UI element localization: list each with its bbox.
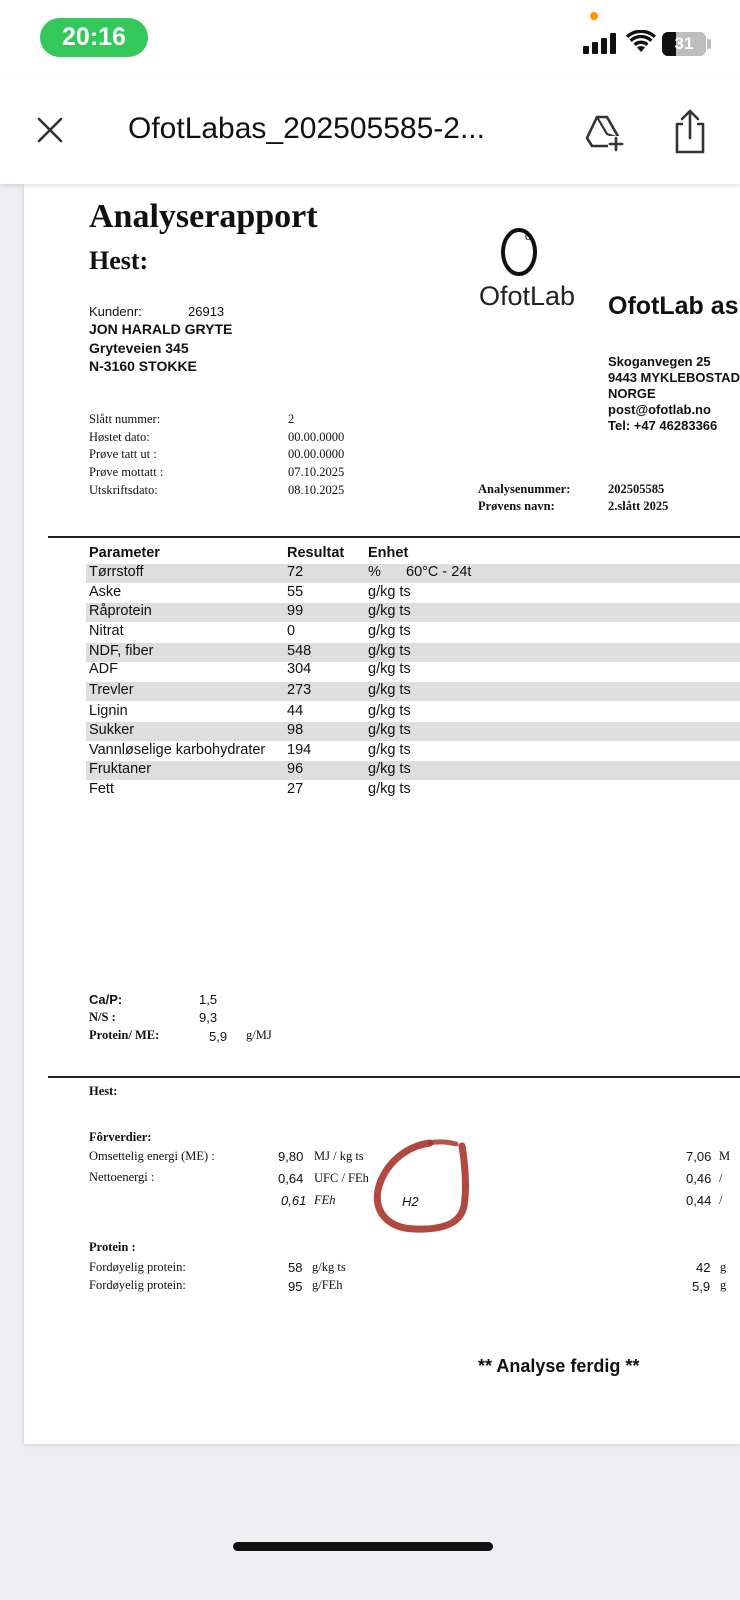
row-parameter: Aske	[89, 584, 122, 600]
row-parameter: Lignin	[89, 703, 128, 719]
protein-right-value: 5,9	[692, 1279, 711, 1294]
protein-unit: g/FEh	[312, 1278, 343, 1292]
lab-country: NORGE	[608, 386, 656, 401]
close-icon[interactable]	[30, 110, 70, 150]
protein-heading: Protein :	[89, 1240, 136, 1254]
report-title: Analyserapport	[89, 198, 318, 235]
row-result: 194	[287, 742, 312, 758]
row-unit: g/kg ts	[368, 722, 411, 738]
battery-tip	[707, 39, 711, 49]
row-unit: g/kg ts	[368, 623, 411, 639]
row-result: 44	[287, 703, 304, 719]
row-result: 98	[287, 722, 304, 738]
row-shade	[86, 682, 740, 701]
battery-icon	[662, 32, 706, 56]
privacy-indicator-dot	[590, 12, 598, 20]
provens-navn-value: 2.slått 2025	[608, 499, 669, 513]
customer-name: JON HARALD GRYTE	[89, 321, 233, 337]
forverdi-right-unit: M	[719, 1149, 731, 1163]
row-result: 99	[287, 603, 304, 619]
forverdi-right-value: 0,46	[686, 1171, 712, 1186]
report-subtitle: Hest:	[89, 246, 149, 275]
forverdi-value: 9,80	[278, 1149, 304, 1164]
ratio-value: 1,5	[199, 992, 218, 1007]
home-indicator[interactable]	[233, 1542, 493, 1551]
lab-phone: Tel: +47 46283366	[608, 418, 718, 433]
row-unit: %	[368, 564, 381, 580]
forverdi-right-unit: /	[719, 1193, 723, 1207]
customer-city: N-3160 STOKKE	[89, 358, 197, 374]
document-title: OfotLabas_202505585-2...	[128, 112, 485, 145]
row-parameter: Fruktaner	[89, 761, 152, 777]
row-unit: g/kg ts	[368, 603, 411, 619]
handwritten-note: H2	[402, 1194, 419, 1209]
row-shade	[86, 761, 740, 780]
meta-label: Utskriftsdato:	[89, 483, 158, 497]
protein-unit: g/kg ts	[312, 1260, 346, 1274]
analysenummer-label: Analysenummer:	[478, 482, 571, 496]
meta-label: Høstet dato:	[89, 430, 150, 444]
row-result: 0	[287, 623, 296, 639]
meta-label: Prøve mottatt :	[89, 465, 164, 479]
ofotlab-logo	[498, 220, 544, 278]
row-parameter: Vannløselige karbohydrater	[89, 742, 266, 758]
row-result: 273	[287, 682, 312, 698]
pdf-page[interactable]	[24, 184, 740, 1444]
row-parameter: Trevler	[89, 682, 134, 698]
row-result: 72	[287, 564, 304, 580]
row-shade	[86, 722, 740, 741]
meta-label: Prøve tatt ut :	[89, 447, 157, 461]
forverdi-value: 0,61	[281, 1193, 307, 1208]
row-result: 96	[287, 761, 304, 777]
forverdi-label: Omsettelig energi (ME) :	[89, 1149, 215, 1163]
ratio-unit: g/MJ	[246, 1028, 272, 1042]
forverdi-unit: UFC / FEh	[314, 1171, 369, 1185]
divider	[48, 1076, 740, 1078]
forverdi-unit: MJ / kg ts	[314, 1149, 364, 1163]
battery-percent: 31	[674, 34, 694, 53]
row-unit: g/kg ts	[368, 761, 411, 777]
ratio-value: 9,3	[199, 1010, 218, 1025]
divider	[48, 536, 740, 538]
column-header: Parameter	[89, 545, 160, 561]
row-parameter: Råprotein	[89, 603, 152, 619]
row-unit: g/kg ts	[368, 584, 411, 600]
row-unit: g/kg ts	[368, 643, 411, 659]
protein-right-value: 42	[696, 1260, 711, 1275]
forverdi-right-value: 0,44	[686, 1193, 712, 1208]
row-shade	[86, 603, 740, 622]
ratio-label: Protein/ ME:	[89, 1028, 160, 1042]
lab-street: Skoganvegen 25	[608, 354, 711, 369]
row-unit: g/kg ts	[368, 661, 411, 677]
customer-street: Gryteveien 345	[89, 340, 189, 356]
row-parameter: Tørrstoff	[89, 564, 144, 580]
logo-zero-icon	[498, 220, 544, 278]
lab-city: 9443 MYKLEBOSTAD	[608, 370, 740, 385]
forverdi-right-value: 7,06	[686, 1149, 712, 1164]
kundenr-value: 26913	[188, 304, 225, 319]
logo-text: OfotLab	[479, 281, 576, 311]
handwritten-circle-annotation	[368, 1134, 478, 1244]
row-result: 304	[287, 661, 312, 677]
row-unit: g/kg ts	[368, 742, 411, 758]
row-note: 60°C - 24t	[406, 564, 472, 580]
provens-navn-label: Prøvens navn:	[478, 499, 555, 513]
row-shade	[86, 643, 740, 662]
cellular-signal-icon	[583, 32, 619, 54]
status-time: 20:16	[40, 18, 148, 57]
protein-value: 95	[288, 1279, 303, 1294]
protein-label: Fordøyelig protein:	[89, 1260, 186, 1274]
add-to-drive-icon[interactable]	[582, 110, 626, 154]
row-result: 27	[287, 781, 304, 797]
meta-value: 2	[288, 412, 295, 426]
row-result: 55	[287, 584, 304, 600]
row-result: 548	[287, 643, 312, 659]
row-unit: g/kg ts	[368, 682, 411, 698]
lab-email: post@ofotlab.no	[608, 402, 711, 417]
row-parameter: Sukker	[89, 722, 135, 738]
column-header: Enhet	[368, 545, 409, 561]
wifi-icon	[626, 30, 656, 54]
meta-value: 07.10.2025	[288, 465, 345, 479]
forverdi-value: 0,64	[278, 1171, 304, 1186]
analysis-complete-footer: ** Analyse ferdig **	[478, 1356, 640, 1376]
protein-right-unit: g	[720, 1278, 727, 1292]
forverdi-unit: FEh	[314, 1193, 336, 1207]
ratio-label: Ca/P:	[89, 992, 123, 1007]
meta-value: 00.00.0000	[288, 430, 345, 444]
row-unit: g/kg ts	[368, 781, 411, 797]
status-bar	[0, 0, 740, 80]
ratio-value: 5,9	[209, 1029, 228, 1044]
ratio-label: N/S :	[89, 1010, 116, 1024]
meta-label: Slått nummer:	[89, 412, 161, 426]
analysenummer-value: 202505585	[608, 482, 665, 496]
meta-value: 00.00.0000	[288, 447, 345, 461]
row-parameter: NDF, fiber	[89, 643, 154, 659]
forverdi-label: Nettoenergi :	[89, 1170, 155, 1184]
logo-mark-glyph: 0	[525, 231, 532, 243]
meta-value: 08.10.2025	[288, 483, 345, 497]
row-parameter: Fett	[89, 781, 114, 797]
kundenr-label: Kundenr:	[89, 304, 142, 319]
viewer-toolbar	[0, 80, 740, 184]
protein-value: 58	[288, 1260, 303, 1275]
row-unit: g/kg ts	[368, 703, 411, 719]
row-parameter: ADF	[89, 661, 118, 677]
section-hest-label: Hest:	[89, 1084, 118, 1098]
protein-label: Fordøyelig protein:	[89, 1278, 186, 1292]
column-header: Resultat	[287, 545, 345, 561]
share-icon[interactable]	[670, 108, 710, 156]
protein-right-unit: g	[720, 1260, 727, 1274]
forverdier-heading: Fôrverdier:	[89, 1130, 152, 1144]
company-name: OfotLab as	[608, 292, 739, 320]
row-parameter: Nitrat	[89, 623, 124, 639]
forverdi-right-unit: /	[719, 1171, 723, 1185]
